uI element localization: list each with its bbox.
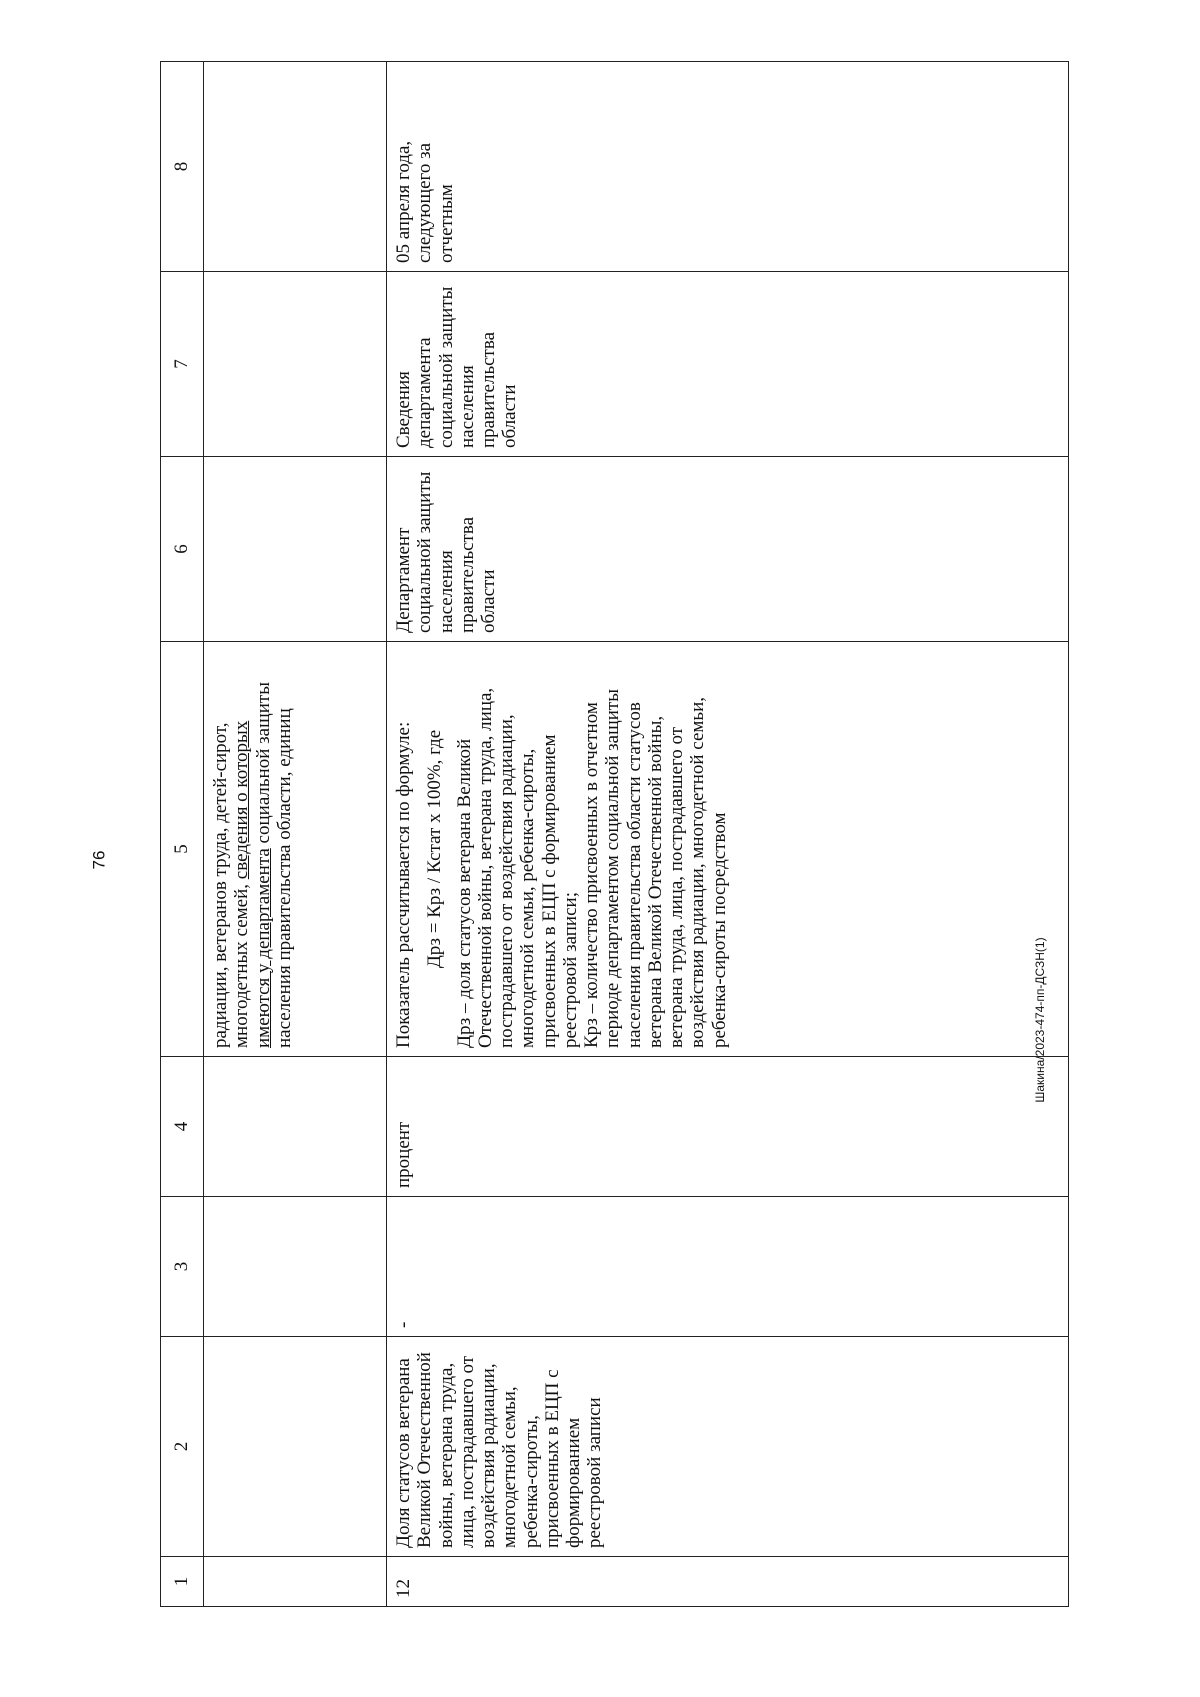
header-col-4: 4 — [161, 1057, 204, 1197]
document-registration-stamp: Шакина/2023-474-пп-ДСЗН(1) — [1033, 937, 1047, 1103]
responsible-body: Департамент социальной защиты населения правительства области — [387, 457, 1069, 642]
cont-method-part-a: радиации, ветеранов труда, детей-сирот, многодетных семей, — [210, 722, 253, 1048]
formula-intro: Показатель рассчитывается по формуле: — [393, 721, 414, 1048]
cont-cell-responsible — [204, 457, 387, 642]
cont-cell-name — [204, 1337, 387, 1557]
formula-definition-2: Крз – количество присвоенных в отчетном периоде департаментом социальной защиты населения правительства области статусов ветерана Великой Отечественной войны, ветерана труда, лица, пострадавшего от воздействия радиации, многодетной семьи, ребенка-сироты посредством — [581, 689, 730, 1048]
cont-cell-method — [204, 642, 387, 1057]
header-col-5: 5 — [161, 642, 204, 1057]
header-col-3: 3 — [161, 1197, 204, 1337]
header-col-1: 1 — [161, 1557, 204, 1607]
reporting-deadline: 05 апреля года, следующего за отчетным — [387, 62, 1069, 272]
cont-cell-num — [204, 1557, 387, 1607]
header-col-7: 7 — [161, 272, 204, 457]
cont-cell-deadline — [204, 62, 387, 272]
cont-cell-unit — [204, 1057, 387, 1197]
cont-cell-col3 — [204, 1197, 387, 1337]
formula-definition-1: Дрз – доля статусов ветерана Великой Отечественной войны, ветерана труда, лица, пострадавшего от воздействия радиации, многодетной семьи, ребенка-сироты, присвоенных в ЕЦП с формированием реестровой записи; — [453, 687, 581, 1048]
formula: Дрз = Крз / Кстат х 100%, где — [424, 729, 446, 969]
unit-of-measure: процент — [387, 1057, 1069, 1197]
cont-method-part-c: социальной защиты населения правительства области, единиц — [252, 682, 295, 1048]
table-row-12 — [387, 62, 1069, 1607]
header-col-2: 2 — [161, 1337, 204, 1557]
indicators-table — [160, 61, 1069, 1607]
cont-method-part-b: сведения о которых имеются у департамента — [231, 720, 274, 1048]
row-col3-value: - — [387, 1197, 1069, 1337]
header-col-6: 6 — [161, 457, 204, 642]
cont-cell-source — [204, 272, 387, 457]
data-source: Сведения департамента социальной защиты населения правительства области — [387, 272, 1069, 457]
calculation-method — [387, 642, 1069, 1057]
header-row — [161, 62, 204, 1607]
indicator-name: Доля статусов ветерана Великой Отечественной войны, ветерана труда, лица, пострадавшего от воздействия радиации, многодетной семьи, ребенка-сироты, присвоенных в ЕЦП с формированием реестровой записи — [387, 1337, 1069, 1557]
row-number: 12 — [387, 1557, 1069, 1607]
continuation-row — [204, 62, 387, 1607]
page-number: 76 — [89, 850, 109, 870]
header-col-8: 8 — [161, 62, 204, 272]
rotated-table-container — [160, 62, 1069, 1607]
